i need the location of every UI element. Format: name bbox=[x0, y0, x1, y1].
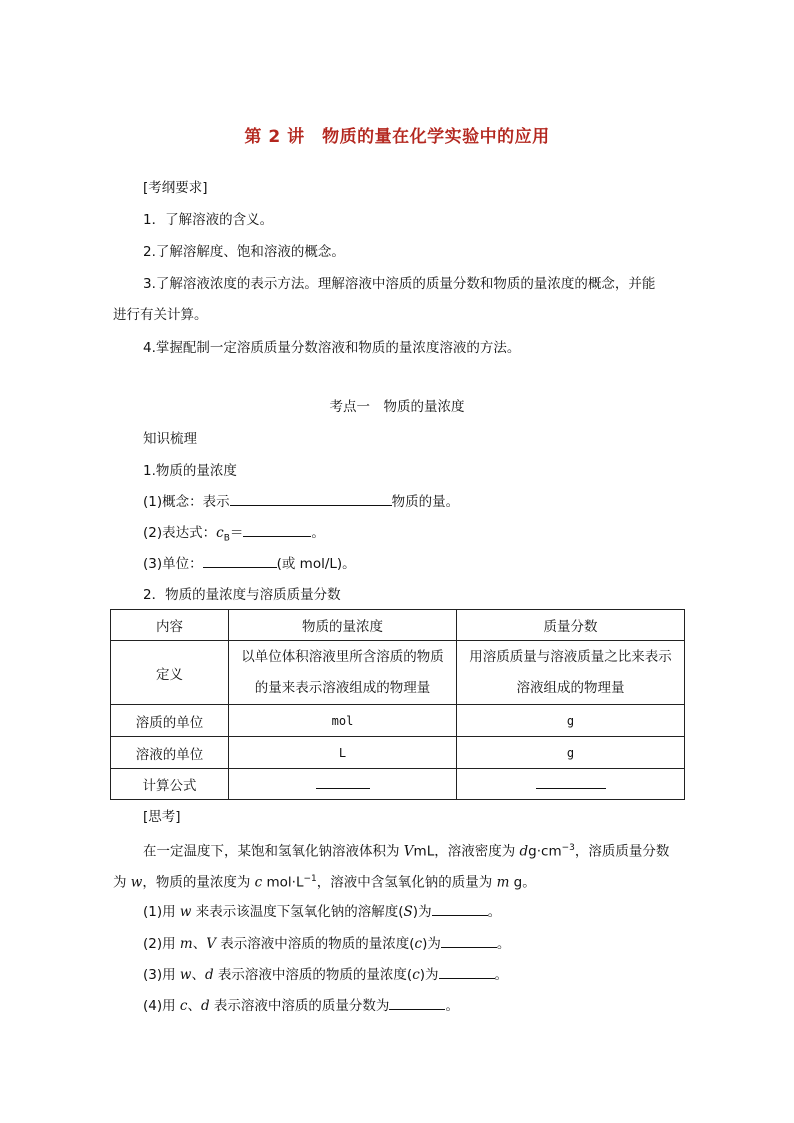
table-header: 质量分数 bbox=[457, 610, 685, 641]
table-cell bbox=[457, 641, 685, 705]
requirement-item-continued: 进行有关计算。 bbox=[113, 307, 208, 323]
table-header: 内容 bbox=[111, 610, 229, 641]
table-row bbox=[111, 737, 685, 769]
table-cell: mol bbox=[229, 705, 457, 737]
fill-blank[interactable] bbox=[203, 554, 277, 568]
knowledge-heading: 知识梳理 bbox=[143, 431, 197, 447]
variable-d: d bbox=[204, 967, 214, 983]
requirement-item: 3.了解溶液浓度的表示方法。理解溶液中溶质的质量分数和物质的量浓度的概念，并能 bbox=[143, 276, 656, 292]
text: 表示溶液中溶质的物质的量浓度( bbox=[213, 967, 413, 983]
variable-c: c bbox=[179, 998, 188, 1014]
variable-v: V bbox=[206, 936, 216, 952]
text: ，物质的量浓度为 bbox=[142, 874, 255, 891]
subheading-concentration: 1.物质的量浓度 bbox=[143, 463, 237, 479]
text: mol·L bbox=[262, 874, 304, 891]
variable-d: d bbox=[519, 843, 529, 860]
question-2 bbox=[143, 934, 510, 953]
table-row bbox=[111, 641, 685, 705]
text: 。 bbox=[445, 998, 459, 1014]
text: ，溶液中含氢氧化钠的质量为 bbox=[316, 874, 497, 891]
text: g。 bbox=[509, 874, 536, 891]
subheading-comparison: 2．物质的量浓度与溶质质量分数 bbox=[143, 587, 341, 603]
variable-c: c bbox=[254, 874, 263, 891]
thinking-heading: [思考] bbox=[143, 809, 181, 825]
expression-prefix: (2)表达式： bbox=[143, 525, 217, 541]
text: 、 bbox=[192, 936, 207, 952]
requirements-heading: [考纲要求] bbox=[143, 180, 208, 196]
table-cell: g bbox=[457, 705, 685, 737]
fill-blank[interactable] bbox=[243, 523, 311, 537]
cell-line: 用溶质质量与溶液质量之比来表示 bbox=[469, 648, 672, 665]
section-title: 考点一 物质的量浓度 bbox=[329, 399, 465, 415]
requirement-item: 2.了解溶解度、饱和溶液的概念。 bbox=[143, 244, 345, 260]
expression-suffix: 。 bbox=[311, 525, 325, 541]
variable-w: w bbox=[179, 967, 192, 983]
text: )为 bbox=[422, 936, 441, 952]
question-4 bbox=[143, 996, 459, 1015]
fill-blank[interactable] bbox=[536, 775, 606, 789]
table-cell-label: 溶液的单位 bbox=[111, 737, 229, 769]
fill-blank[interactable] bbox=[439, 965, 495, 979]
text: 表示溶液中溶质的质量分数为 bbox=[209, 998, 390, 1014]
text: mL，溶液密度为 bbox=[413, 843, 520, 860]
text: 。 bbox=[496, 936, 511, 952]
requirement-item: 1．了解溶液的含义。 bbox=[143, 212, 274, 228]
expression-line bbox=[143, 523, 325, 548]
text: ，溶质质量分数 bbox=[574, 843, 670, 860]
table-cell bbox=[229, 641, 457, 705]
text: 来表示该温度下氢氧化钠的溶解度( bbox=[191, 904, 404, 920]
table-header: 物质的量浓度 bbox=[229, 610, 457, 641]
text: 在一定温度下，某饱和氢氧化钠溶液体积为 bbox=[143, 843, 404, 860]
variable-w: w bbox=[130, 874, 143, 891]
fill-blank[interactable] bbox=[432, 902, 488, 916]
fill-blank[interactable] bbox=[316, 775, 370, 789]
superscript: −3 bbox=[561, 843, 575, 853]
requirement-item: 4.掌握配制一定溶质质量分数溶液和物质的量浓度溶液的方法。 bbox=[143, 340, 521, 356]
text: (3)用 bbox=[143, 967, 180, 983]
table-cell-label: 溶质的单位 bbox=[111, 705, 229, 737]
text: 、 bbox=[187, 998, 201, 1014]
table-cell-label: 定义 bbox=[111, 641, 229, 705]
concept-prefix: (1)概念：表示 bbox=[143, 494, 230, 510]
comparison-table bbox=[110, 609, 685, 800]
text: 、 bbox=[191, 967, 205, 983]
text: 。 bbox=[487, 904, 502, 920]
table-cell: L bbox=[229, 737, 457, 769]
cell-line: 以单位体积溶液里所含溶质的物质 bbox=[241, 648, 444, 665]
equals-sign: ＝ bbox=[229, 525, 244, 541]
table-row bbox=[111, 769, 685, 800]
table-cell bbox=[229, 769, 457, 800]
text: 。 bbox=[494, 967, 509, 983]
question-3 bbox=[143, 965, 508, 984]
variable-v: V bbox=[403, 843, 414, 860]
page-title: 第 2 讲 物质的量在化学实验中的应用 bbox=[244, 127, 550, 147]
cell-line: 溶液组成的物理量 bbox=[516, 679, 625, 696]
table-cell-label: 计算公式 bbox=[111, 769, 229, 800]
fill-blank[interactable] bbox=[441, 934, 497, 948]
thinking-paragraph bbox=[143, 839, 669, 861]
cell-line: 的量来表示溶液组成的物理量 bbox=[254, 679, 431, 696]
superscript: −1 bbox=[303, 874, 317, 884]
unit-suffix: (或 mol/L)。 bbox=[276, 556, 356, 572]
text: (1)用 bbox=[143, 904, 180, 920]
table-header-row bbox=[111, 610, 685, 641]
variable-w: w bbox=[179, 904, 192, 920]
variable-c: c bbox=[414, 936, 423, 952]
text: 为 bbox=[113, 874, 131, 891]
variable-m: m bbox=[179, 936, 193, 952]
thinking-paragraph-continued bbox=[113, 870, 536, 892]
unit-prefix: (3)单位： bbox=[143, 556, 203, 572]
text: )为 bbox=[412, 904, 432, 920]
text: )为 bbox=[419, 967, 439, 983]
variable-c: c bbox=[216, 525, 224, 541]
variable-m: m bbox=[496, 874, 510, 891]
subscript-b: B bbox=[223, 533, 230, 544]
table-cell bbox=[457, 769, 685, 800]
variable-d: d bbox=[200, 998, 210, 1014]
text: (2)用 bbox=[143, 936, 180, 952]
text: (4)用 bbox=[143, 998, 180, 1014]
question-1 bbox=[143, 902, 501, 921]
text: g·cm bbox=[528, 843, 562, 860]
concept-suffix: 物质的量。 bbox=[391, 494, 460, 510]
concept-line bbox=[143, 492, 459, 511]
variable-s: S bbox=[403, 904, 413, 920]
fill-blank[interactable] bbox=[230, 492, 392, 506]
text: 表示溶液中溶质的物质的量浓度( bbox=[215, 936, 415, 952]
fill-blank[interactable] bbox=[389, 996, 445, 1010]
table-row bbox=[111, 705, 685, 737]
unit-line bbox=[143, 554, 356, 573]
variable-c: c bbox=[412, 967, 420, 983]
table-cell: g bbox=[457, 737, 685, 769]
